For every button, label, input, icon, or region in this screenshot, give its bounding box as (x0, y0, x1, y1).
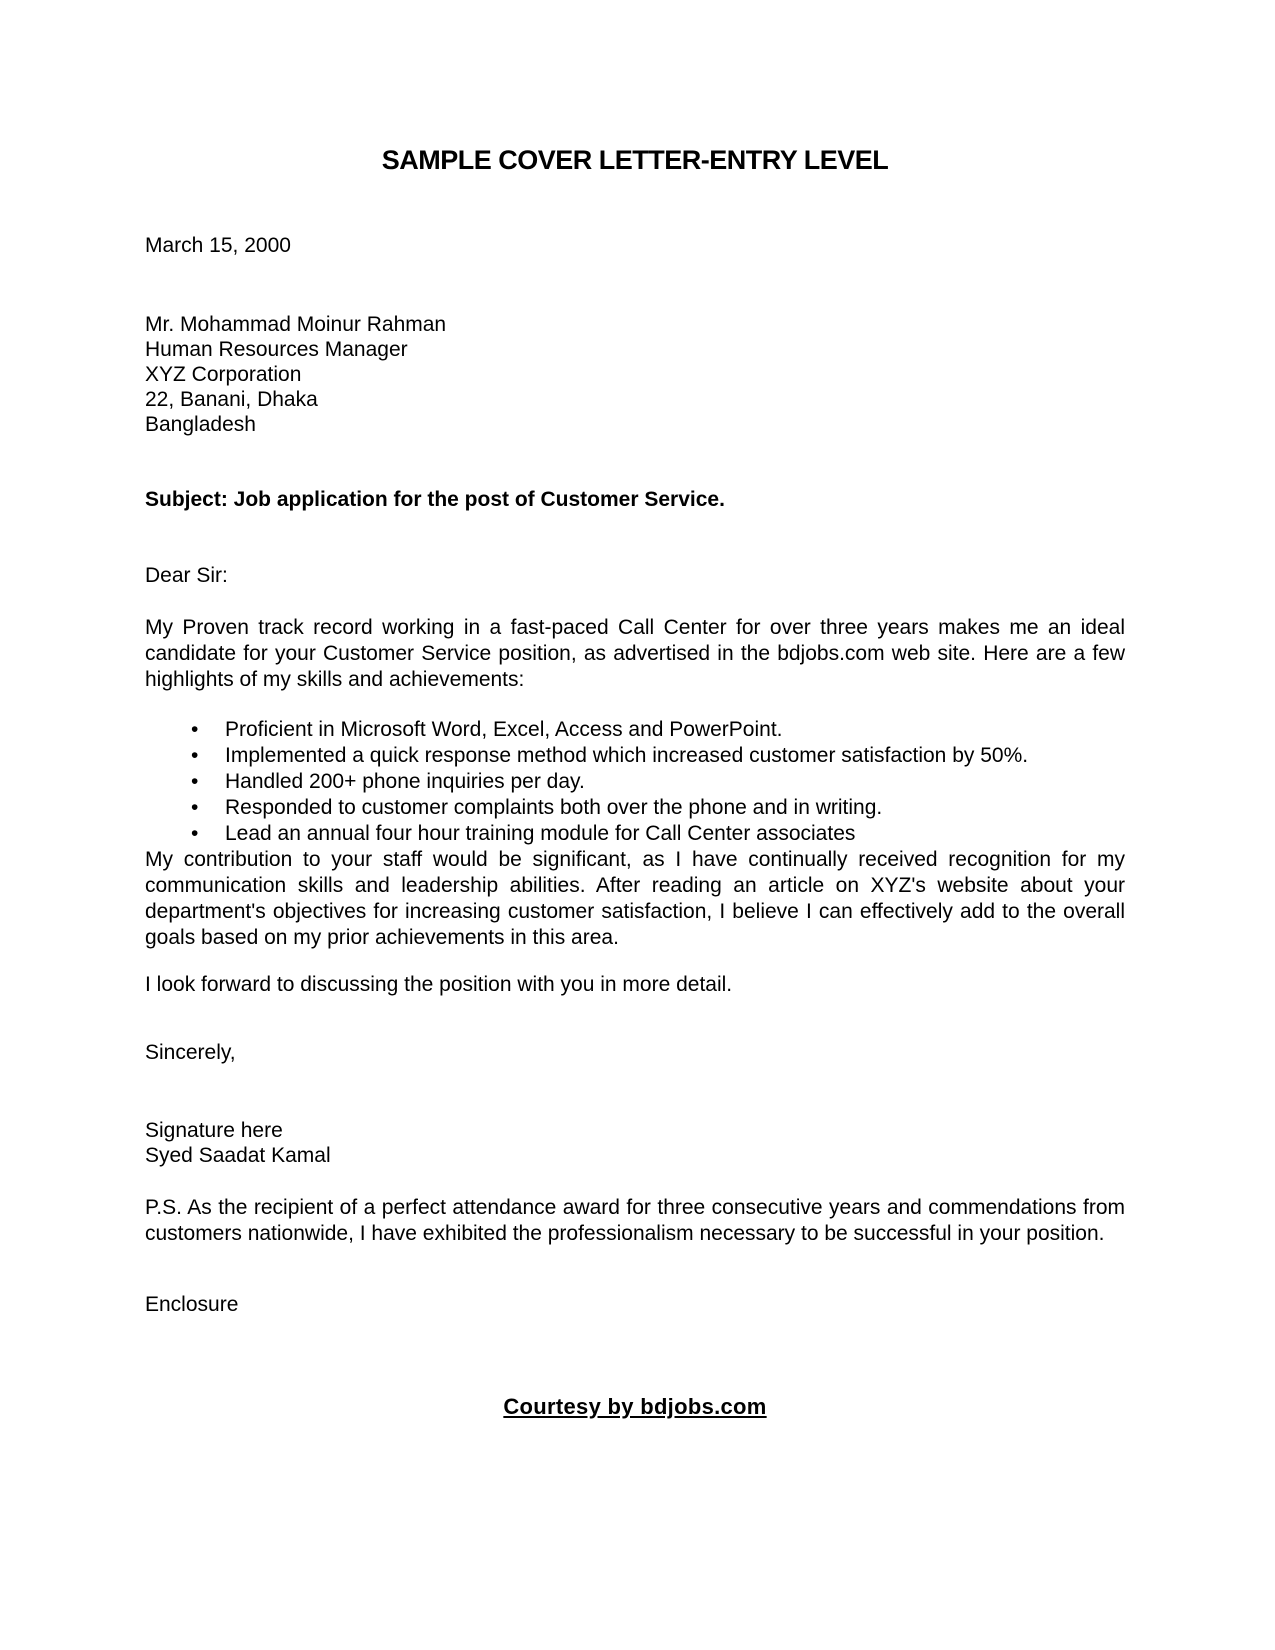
highlight-item (145, 795, 1125, 821)
subject-line: Subject: Job application for the post of Customer Service. (145, 488, 725, 511)
bullet-icon: • (191, 822, 199, 845)
signature-name: Syed Saadat Kamal (145, 1144, 331, 1167)
highlight-text: Implemented a quick response method which increased customer satisfaction by 50%. (225, 744, 1029, 767)
recipient-street: 22, Banani, Dhaka (145, 388, 318, 411)
highlight-text: Responded to customer complaints both over the phone and in writing. (225, 796, 883, 819)
courtesy-footer: Courtesy by bdjobs.com (503, 1394, 767, 1419)
highlights-list (145, 717, 1125, 847)
signature-block (145, 1118, 1125, 1168)
postscript-paragraph: P.S. As the recipient of a perfect attendance award for three consecutive years and commendations from customers nationwide, I have exhibited the professionalism necessary to be successful in your position. (145, 1196, 1125, 1245)
bullet-icon: • (191, 744, 199, 767)
highlight-text: Lead an annual four hour training module for Call Center associates (225, 822, 856, 845)
recipient-job-title: Human Resources Manager (145, 338, 408, 361)
highlight-text: Proficient in Microsoft Word, Excel, Access and PowerPoint. (225, 718, 783, 741)
bullet-icon: • (191, 770, 199, 793)
recipient-company: XYZ Corporation (145, 363, 302, 386)
highlight-item (145, 717, 1125, 743)
date-line: March 15, 2000 (145, 234, 291, 257)
highlight-item (145, 743, 1125, 769)
body-paragraph: My contribution to your staff would be significant, as I have continually received recognition for my communication skills and leadership abilities. After reading an article on XYZ's website about your department's objectives for increasing customer satisfaction, I believe I can effectively add to the overall goals based on my prior achievements in this area. (145, 848, 1125, 949)
recipient-country: Bangladesh (145, 413, 256, 436)
document-title: SAMPLE COVER LETTER-ENTRY LEVEL (381, 145, 889, 175)
bullet-icon: • (191, 718, 199, 741)
signoff: Sincerely, (145, 1041, 236, 1064)
intro-paragraph: My Proven track record working in a fast-paced Call Center for over three years makes me an ideal candidate for your Customer Service position, as advertised in the bdjobs.com web site. Here are a few highlights of my skills and achievements: (145, 616, 1125, 691)
closing-line: I look forward to discussing the position with you in more detail. (145, 973, 733, 996)
recipient-address-block (145, 312, 1125, 437)
highlight-item (145, 821, 1125, 847)
enclosure-line: Enclosure (145, 1293, 239, 1316)
signature-placeholder: Signature here (145, 1119, 283, 1142)
recipient-name: Mr. Mohammad Moinur Rahman (145, 313, 447, 336)
bullet-icon: • (191, 796, 199, 819)
salutation: Dear Sir: (145, 564, 228, 587)
highlight-text: Handled 200+ phone inquiries per day. (225, 770, 585, 793)
highlight-item (145, 769, 1125, 795)
